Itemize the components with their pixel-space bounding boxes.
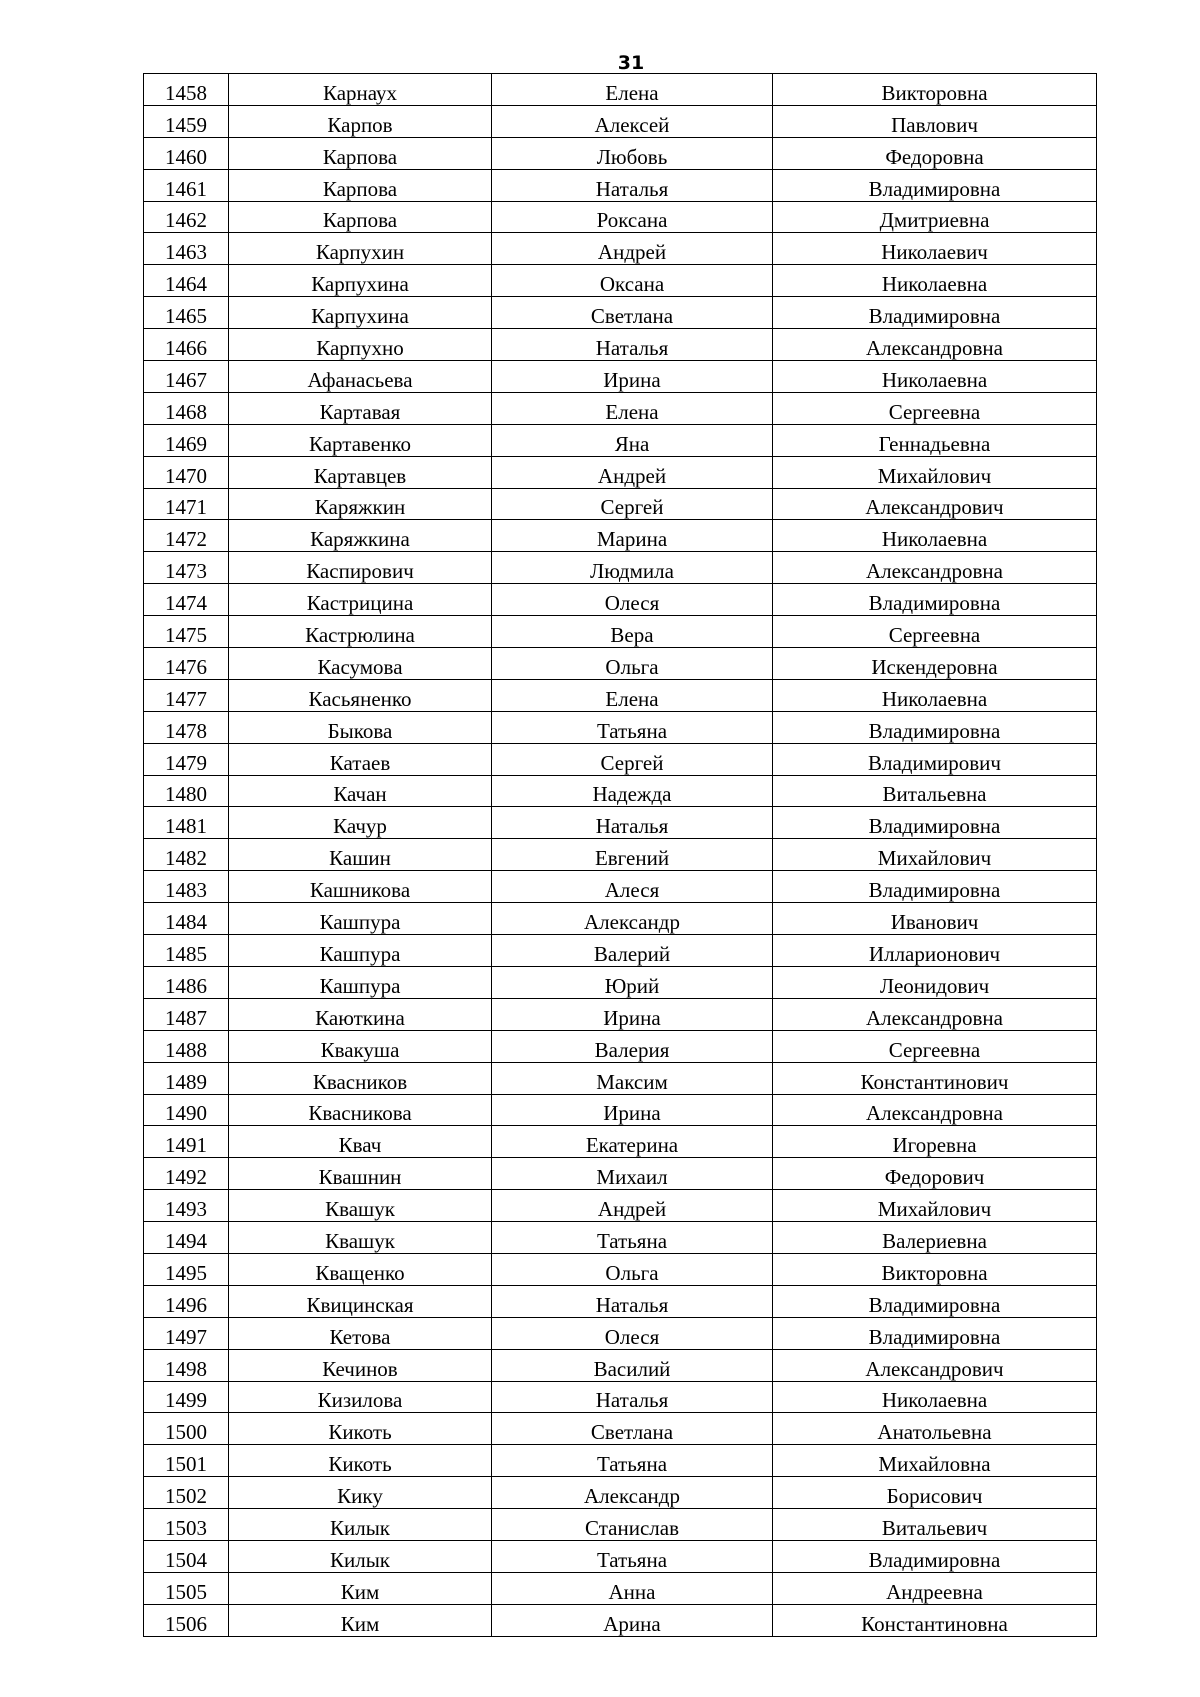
table-row	[144, 456, 1097, 488]
row-number: 1469	[144, 424, 229, 456]
first-name: Ольга	[492, 1253, 773, 1285]
last-name: Килык	[229, 1540, 492, 1572]
table-row	[144, 935, 1097, 967]
patronymic: Илларионович	[773, 935, 1097, 967]
table-row	[144, 711, 1097, 743]
row-number: 1475	[144, 616, 229, 648]
last-name: Килык	[229, 1509, 492, 1541]
last-name: Карнаух	[229, 74, 492, 106]
first-name: Валерий	[492, 935, 773, 967]
names-table-body	[144, 74, 1097, 1637]
first-name: Михаил	[492, 1158, 773, 1190]
patronymic: Николаевна	[773, 265, 1097, 297]
first-name: Ирина	[492, 998, 773, 1030]
patronymic: Николаевна	[773, 520, 1097, 552]
row-number: 1490	[144, 1094, 229, 1126]
last-name: Кизилова	[229, 1381, 492, 1413]
first-name: Наталья	[492, 807, 773, 839]
patronymic: Леонидович	[773, 966, 1097, 998]
first-name: Татьяна	[492, 1222, 773, 1254]
row-number: 1496	[144, 1285, 229, 1317]
patronymic: Владимировна	[773, 297, 1097, 329]
last-name: Каряжкина	[229, 520, 492, 552]
first-name: Наталья	[492, 1285, 773, 1317]
last-name: Касьяненко	[229, 679, 492, 711]
table-row	[144, 105, 1097, 137]
first-name: Марина	[492, 520, 773, 552]
table-row	[144, 1413, 1097, 1445]
row-number: 1476	[144, 648, 229, 680]
table-row	[144, 871, 1097, 903]
first-name: Любовь	[492, 137, 773, 169]
last-name: Картавая	[229, 392, 492, 424]
table-row	[144, 743, 1097, 775]
table-row	[144, 1477, 1097, 1509]
patronymic: Владимировна	[773, 807, 1097, 839]
table-row	[144, 1126, 1097, 1158]
row-number: 1486	[144, 966, 229, 998]
first-name: Станислав	[492, 1509, 773, 1541]
row-number: 1467	[144, 361, 229, 393]
last-name: Качур	[229, 807, 492, 839]
patronymic: Николаевич	[773, 233, 1097, 265]
first-name: Татьяна	[492, 711, 773, 743]
row-number: 1495	[144, 1253, 229, 1285]
first-name: Екатерина	[492, 1126, 773, 1158]
patronymic: Александровна	[773, 1094, 1097, 1126]
row-number: 1464	[144, 265, 229, 297]
first-name: Василий	[492, 1349, 773, 1381]
last-name: Карпухина	[229, 297, 492, 329]
first-name: Андрей	[492, 1190, 773, 1222]
row-number: 1481	[144, 807, 229, 839]
row-number: 1459	[144, 105, 229, 137]
row-number: 1498	[144, 1349, 229, 1381]
last-name: Картавцев	[229, 456, 492, 488]
table-row	[144, 584, 1097, 616]
row-number: 1489	[144, 1062, 229, 1094]
last-name: Кашпура	[229, 935, 492, 967]
last-name: Кващенко	[229, 1253, 492, 1285]
table-row	[144, 1285, 1097, 1317]
table-row	[144, 1349, 1097, 1381]
table-row	[144, 1381, 1097, 1413]
patronymic: Александрович	[773, 1349, 1097, 1381]
first-name: Елена	[492, 679, 773, 711]
last-name: Каюткина	[229, 998, 492, 1030]
first-name: Роксана	[492, 201, 773, 233]
patronymic: Игоревна	[773, 1126, 1097, 1158]
patronymic: Павлович	[773, 105, 1097, 137]
patronymic: Владимировна	[773, 711, 1097, 743]
row-number: 1462	[144, 201, 229, 233]
patronymic: Иванович	[773, 903, 1097, 935]
patronymic: Витальевна	[773, 775, 1097, 807]
patronymic: Михайловна	[773, 1445, 1097, 1477]
last-name: Карпова	[229, 137, 492, 169]
table-row	[144, 520, 1097, 552]
table-row	[144, 201, 1097, 233]
row-number: 1505	[144, 1572, 229, 1604]
table-row	[144, 1445, 1097, 1477]
first-name: Оксана	[492, 265, 773, 297]
patronymic: Андреевна	[773, 1572, 1097, 1604]
row-number: 1474	[144, 584, 229, 616]
row-number: 1479	[144, 743, 229, 775]
row-number: 1482	[144, 839, 229, 871]
patronymic: Викторовна	[773, 74, 1097, 106]
first-name: Ирина	[492, 361, 773, 393]
last-name: Квакуша	[229, 1030, 492, 1062]
last-name: Карпова	[229, 169, 492, 201]
table-row	[144, 329, 1097, 361]
first-name: Валерия	[492, 1030, 773, 1062]
first-name: Татьяна	[492, 1445, 773, 1477]
table-row	[144, 679, 1097, 711]
patronymic: Викторовна	[773, 1253, 1097, 1285]
patronymic: Александрович	[773, 488, 1097, 520]
table-row	[144, 424, 1097, 456]
row-number: 1504	[144, 1540, 229, 1572]
row-number: 1463	[144, 233, 229, 265]
table-row	[144, 169, 1097, 201]
row-number: 1494	[144, 1222, 229, 1254]
last-name: Карпова	[229, 201, 492, 233]
row-number: 1468	[144, 392, 229, 424]
row-number: 1500	[144, 1413, 229, 1445]
row-number: 1506	[144, 1604, 229, 1636]
table-row	[144, 966, 1097, 998]
row-number: 1492	[144, 1158, 229, 1190]
last-name: Афанасьева	[229, 361, 492, 393]
first-name: Андрей	[492, 233, 773, 265]
table-row	[144, 1509, 1097, 1541]
page-number: 31	[617, 52, 645, 74]
last-name: Кастрюлина	[229, 616, 492, 648]
table-row	[144, 1030, 1097, 1062]
table-row	[144, 839, 1097, 871]
last-name: Катаев	[229, 743, 492, 775]
row-number: 1461	[144, 169, 229, 201]
last-name: Карпухно	[229, 329, 492, 361]
row-number: 1470	[144, 456, 229, 488]
patronymic: Федоровна	[773, 137, 1097, 169]
last-name: Кашпура	[229, 903, 492, 935]
first-name: Александр	[492, 1477, 773, 1509]
patronymic: Александровна	[773, 329, 1097, 361]
last-name: Кашин	[229, 839, 492, 871]
patronymic: Николаевна	[773, 679, 1097, 711]
table-row	[144, 1604, 1097, 1636]
patronymic: Валериевна	[773, 1222, 1097, 1254]
table-row	[144, 1158, 1097, 1190]
last-name: Квашук	[229, 1190, 492, 1222]
row-number: 1488	[144, 1030, 229, 1062]
row-number: 1501	[144, 1445, 229, 1477]
table-row	[144, 1062, 1097, 1094]
patronymic: Александровна	[773, 998, 1097, 1030]
first-name: Яна	[492, 424, 773, 456]
patronymic: Константинович	[773, 1062, 1097, 1094]
last-name: Кашпура	[229, 966, 492, 998]
patronymic: Владимировна	[773, 169, 1097, 201]
first-name: Людмила	[492, 552, 773, 584]
first-name: Анна	[492, 1572, 773, 1604]
table-row	[144, 1222, 1097, 1254]
last-name: Кечинов	[229, 1349, 492, 1381]
last-name: Кику	[229, 1477, 492, 1509]
first-name: Татьяна	[492, 1540, 773, 1572]
last-name: Качан	[229, 775, 492, 807]
table-row	[144, 74, 1097, 106]
first-name: Алеся	[492, 871, 773, 903]
patronymic: Искендеровна	[773, 648, 1097, 680]
table-row	[144, 1540, 1097, 1572]
last-name: Кастрицина	[229, 584, 492, 616]
last-name: Квач	[229, 1126, 492, 1158]
row-number: 1477	[144, 679, 229, 711]
first-name: Вера	[492, 616, 773, 648]
patronymic: Сергеевна	[773, 616, 1097, 648]
patronymic: Михайлович	[773, 839, 1097, 871]
patronymic: Сергеевна	[773, 1030, 1097, 1062]
last-name: Картавенко	[229, 424, 492, 456]
row-number: 1484	[144, 903, 229, 935]
last-name: Кашникова	[229, 871, 492, 903]
last-name: Квашук	[229, 1222, 492, 1254]
last-name: Быкова	[229, 711, 492, 743]
table-row	[144, 361, 1097, 393]
patronymic: Владимировна	[773, 584, 1097, 616]
table-row	[144, 392, 1097, 424]
patronymic: Геннадьевна	[773, 424, 1097, 456]
table-row	[144, 1253, 1097, 1285]
row-number: 1502	[144, 1477, 229, 1509]
row-number: 1493	[144, 1190, 229, 1222]
patronymic: Михайлович	[773, 1190, 1097, 1222]
row-number: 1473	[144, 552, 229, 584]
last-name: Карпухин	[229, 233, 492, 265]
row-number: 1478	[144, 711, 229, 743]
table-row	[144, 648, 1097, 680]
first-name: Сергей	[492, 488, 773, 520]
table-row	[144, 775, 1097, 807]
patronymic: Сергеевна	[773, 392, 1097, 424]
patronymic: Федорович	[773, 1158, 1097, 1190]
table-row	[144, 616, 1097, 648]
patronymic: Владимирович	[773, 743, 1097, 775]
last-name: Карпухина	[229, 265, 492, 297]
row-number: 1472	[144, 520, 229, 552]
patronymic: Константиновна	[773, 1604, 1097, 1636]
first-name: Светлана	[492, 1413, 773, 1445]
table-row	[144, 1094, 1097, 1126]
patronymic: Александровна	[773, 552, 1097, 584]
patronymic: Дмитриевна	[773, 201, 1097, 233]
row-number: 1487	[144, 998, 229, 1030]
row-number: 1485	[144, 935, 229, 967]
table-row	[144, 1572, 1097, 1604]
first-name: Ирина	[492, 1094, 773, 1126]
first-name: Александр	[492, 903, 773, 935]
row-number: 1465	[144, 297, 229, 329]
table-row	[144, 903, 1097, 935]
table-row	[144, 998, 1097, 1030]
table-row	[144, 1317, 1097, 1349]
patronymic: Владимировна	[773, 1540, 1097, 1572]
first-name: Елена	[492, 392, 773, 424]
first-name: Наталья	[492, 1381, 773, 1413]
patronymic: Николаевна	[773, 1381, 1097, 1413]
first-name: Ольга	[492, 648, 773, 680]
patronymic: Витальевич	[773, 1509, 1097, 1541]
patronymic: Борисович	[773, 1477, 1097, 1509]
first-name: Наталья	[492, 329, 773, 361]
patronymic: Владимировна	[773, 871, 1097, 903]
row-number: 1483	[144, 871, 229, 903]
first-name: Юрий	[492, 966, 773, 998]
patronymic: Владимировна	[773, 1317, 1097, 1349]
row-number: 1471	[144, 488, 229, 520]
last-name: Кетова	[229, 1317, 492, 1349]
table-row	[144, 233, 1097, 265]
patronymic: Владимировна	[773, 1285, 1097, 1317]
names-table	[143, 73, 1097, 1637]
last-name: Квицинская	[229, 1285, 492, 1317]
patronymic: Анатольевна	[773, 1413, 1097, 1445]
first-name: Наталья	[492, 169, 773, 201]
first-name: Светлана	[492, 297, 773, 329]
last-name: Кикоть	[229, 1413, 492, 1445]
first-name: Сергей	[492, 743, 773, 775]
first-name: Андрей	[492, 456, 773, 488]
first-name: Олеся	[492, 584, 773, 616]
row-number: 1499	[144, 1381, 229, 1413]
last-name: Квашнин	[229, 1158, 492, 1190]
first-name: Максим	[492, 1062, 773, 1094]
first-name: Елена	[492, 74, 773, 106]
table-row	[144, 807, 1097, 839]
first-name: Алексей	[492, 105, 773, 137]
last-name: Карпов	[229, 105, 492, 137]
last-name: Каряжкин	[229, 488, 492, 520]
table-row	[144, 552, 1097, 584]
row-number: 1491	[144, 1126, 229, 1158]
row-number: 1497	[144, 1317, 229, 1349]
first-name: Олеся	[492, 1317, 773, 1349]
first-name: Арина	[492, 1604, 773, 1636]
last-name: Квасников	[229, 1062, 492, 1094]
last-name: Каспирович	[229, 552, 492, 584]
last-name: Кикоть	[229, 1445, 492, 1477]
row-number: 1466	[144, 329, 229, 361]
table-row	[144, 1190, 1097, 1222]
row-number: 1480	[144, 775, 229, 807]
table-row	[144, 137, 1097, 169]
first-name: Евгений	[492, 839, 773, 871]
table-row	[144, 265, 1097, 297]
last-name: Ким	[229, 1572, 492, 1604]
row-number: 1503	[144, 1509, 229, 1541]
table-row	[144, 297, 1097, 329]
patronymic: Николаевна	[773, 361, 1097, 393]
row-number: 1460	[144, 137, 229, 169]
last-name: Касумова	[229, 648, 492, 680]
row-number: 1458	[144, 74, 229, 106]
last-name: Ким	[229, 1604, 492, 1636]
patronymic: Михайлович	[773, 456, 1097, 488]
last-name: Квасникова	[229, 1094, 492, 1126]
table-row	[144, 488, 1097, 520]
first-name: Надежда	[492, 775, 773, 807]
